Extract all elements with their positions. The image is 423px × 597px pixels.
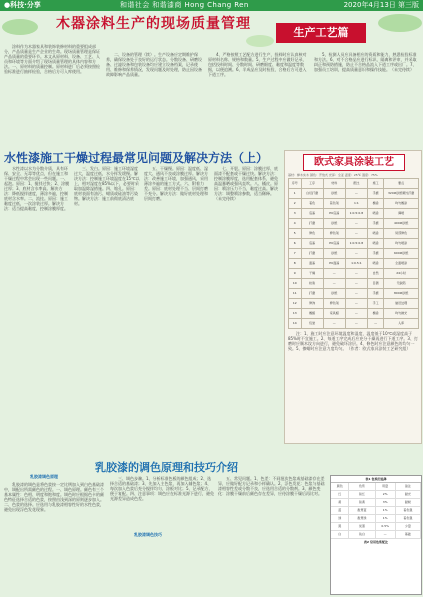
table-cell: 材料 <box>324 179 346 188</box>
table-cell: 修色剂 <box>324 299 346 308</box>
table-cell: 均匀抛光 <box>384 309 419 318</box>
table-cell: 薄喷 <box>384 209 419 218</box>
table-cell: 工序 <box>302 179 324 188</box>
table-cell: 着色 <box>302 199 324 208</box>
table-cell: 均匀擦涂 <box>384 199 419 208</box>
table-cell: 耐候 <box>396 499 421 506</box>
mid-article-title: 水性漆施工干燥过程最常见问题及解决方法（上） <box>4 151 269 165</box>
table-cell: 擦涂 <box>368 309 384 318</box>
table-cell: 手工 <box>368 299 384 308</box>
table-cell: 修色剂 <box>324 229 346 238</box>
table-row <box>289 289 419 299</box>
table-cell: 绿 <box>331 515 349 522</box>
table-cell: 手磨 <box>368 189 384 198</box>
table-row <box>289 309 419 319</box>
table-cell: 6 <box>289 239 302 248</box>
table-row <box>289 269 419 279</box>
table-cell: 全面喷涂 <box>384 259 419 268</box>
table-cell: 1% <box>376 507 396 514</box>
table-header-row <box>331 483 421 491</box>
table-cell: 底漆 <box>302 209 324 218</box>
table-cell: 黄 <box>331 499 349 506</box>
table-cell: 10 <box>289 279 302 288</box>
bottom-article-title: 乳胶漆的调色原理和技巧介绍 <box>95 461 238 474</box>
table-header-row <box>289 179 419 189</box>
table-cell: 8 <box>289 259 302 268</box>
table-cell: 1% <box>376 515 396 522</box>
table-cell: 红 <box>331 491 349 498</box>
table-row <box>289 249 419 259</box>
table-row <box>289 209 419 219</box>
table-cell: 入库 <box>384 319 419 328</box>
bottom-article-col3: 五、常见问题。1、色差：不同批次色浆或基础漆存在差异，应做好配方记录和小样确认。2、浮色发花：色浆与基础漆相容性差或分散不良，应选用合适的分散剂。3、颜色变化：涂膜干燥前后颜色存在差异，应待涂膜干燥后再比对。 <box>218 476 325 496</box>
table-cell: 耐光 <box>396 491 421 498</box>
table-cell: 面漆 <box>302 259 324 268</box>
table-row <box>289 219 419 229</box>
table-cell: 0.5% <box>376 523 396 530</box>
masthead-bar <box>0 0 423 11</box>
bottom-subhead-1: 乳胶漆调色原理 <box>30 474 58 479</box>
table-cell: 400#砂纸 <box>384 219 419 228</box>
table-cell: — <box>346 189 368 198</box>
table-cell: 铁红 <box>349 491 375 498</box>
table-cell: 局部修色 <box>384 229 419 238</box>
table-cell: 白坯打磨 <box>302 189 324 198</box>
table-cell: — <box>346 289 368 298</box>
table-cell: 1:0.5:1 <box>346 259 368 268</box>
table-cell: — <box>346 219 368 228</box>
table-cell: 2% <box>376 491 396 498</box>
table-cell: 自然 <box>368 269 384 278</box>
table-cell: 320#砂纸顺纹打磨 <box>384 189 419 198</box>
table-cell: 砂纸 <box>324 249 346 258</box>
table-cell: — <box>324 319 346 328</box>
top-article-col3: 4、严格按照工艺配方进行生产，投料时应认真核对原材料名称、规格和数量。5、生产过程中应做好记录，包括投料时间、分散时间、研磨细度、黏度和温度等数据，以便追溯。6、半成品应及时检验，合格后方可进入下道工序。 <box>208 52 307 77</box>
bottom-subhead-2: 乳胶漆调色技巧 <box>134 532 162 537</box>
table-cell: 配比 <box>346 179 368 188</box>
table-row <box>331 491 421 499</box>
mid-article-col1: 水性漆以水为分散介质，具有环保、安全、无毒等优点，但在施工和干燥过程中常会出现一些问题。一、起泡。原因：1、搅拌过快；2、涂膜过厚；3、底材含水率高。解决方法：降低搅拌速度，薄涂多遍，控制底材含水率。二、流挂。原因：施工黏度过低，一次涂装过厚。解决方法：适当提高黏度，控制涂膜厚度。 <box>4 166 70 211</box>
table-cell: PU底漆 <box>324 209 346 218</box>
process-panel <box>284 150 422 444</box>
table-cell: 喷涂 <box>368 259 384 268</box>
table-row <box>331 499 421 507</box>
issue-date: 2020年4月13日 第三版 <box>343 1 419 9</box>
table-cell: 喷涂 <box>368 239 384 248</box>
table-cell: PU面漆 <box>324 259 346 268</box>
table-cell: 颜色 <box>331 483 349 490</box>
table-cell: 要点 <box>384 179 419 188</box>
table-cell: — <box>346 249 368 258</box>
table-row <box>331 531 421 539</box>
table-cell: 着色剂 <box>324 199 346 208</box>
table-cell: 13 <box>289 309 302 318</box>
table-cell: 1:0.5:0.8 <box>346 209 368 218</box>
table-cell: 修饰 <box>302 299 324 308</box>
table-cell: 色浆 <box>349 483 375 490</box>
table-cell: — <box>346 269 368 278</box>
colorant-table-box <box>330 475 422 595</box>
table-row <box>289 229 419 239</box>
table-cell: — <box>368 319 384 328</box>
table-cell: PU底漆 <box>324 239 346 248</box>
table-cell: 蓝 <box>331 507 349 514</box>
table-cell: 手磨 <box>368 219 384 228</box>
table-cell: 手磨 <box>368 289 384 298</box>
table-row <box>331 523 421 531</box>
table-cell: 施工 <box>368 179 384 188</box>
table-cell: 擦涂 <box>368 199 384 208</box>
table-cell: 备注 <box>396 483 421 490</box>
table-cell: 4 <box>289 219 302 228</box>
table-row <box>331 515 421 523</box>
table-cell: 1:1 <box>346 199 368 208</box>
table-cell: 目测 <box>368 279 384 288</box>
table-cell: 3% <box>376 499 396 506</box>
table-cell: 7 <box>289 249 302 258</box>
top-article-col4: 5、检测人员应具备相应的资质和能力，熟悉检验标准和方法。6、对不合格品应进行标识、隔离和评审，并采取纠正和预防措施，防止不合格品流入下道工序或出厂。7、加强员工培训，提高质量意识和操作技能。（未完待续） <box>314 52 417 72</box>
table-cell: 无缺陷 <box>384 279 419 288</box>
table-cell: 擦蜡 <box>302 309 324 318</box>
table-cell: 砂纸 <box>324 189 346 198</box>
mid-article-col2: 三、发白。原因：施工环境湿度过大，温度过低，水分挥发缓慢。解决方法：控制施工环境温度在15℃以上，相对湿度在85%以下，必要时采取加温除湿措施。四、缩孔。原因：底材表面有油污、蜡质或硅油等污染物。解决方法：施工前彻底清洁底材。 <box>74 166 140 206</box>
table-cell: — <box>346 319 368 328</box>
table-cell: 炭黑 <box>349 523 375 530</box>
table-cell: 检验 <box>302 279 324 288</box>
table-cell: 基础 <box>396 531 421 538</box>
panel-meta: 基材：榉木实木 颜色：开放式 光泽：全亚 温度：25℃ 湿度：75% <box>288 173 378 177</box>
table-cell: 干燥 <box>302 269 324 278</box>
table-row <box>289 319 419 329</box>
panel-notes: 注：1、施工时应注意环境温度和湿度，温度低于10℃或湿度高于85%时不宜施工。2、每道工序完成后应充分干燥再进行下道工序。3、打磨时应顺木纹方向进行，避免破坏涂层。4、修色时应注意颜色的均匀一致。5、擦蜡时应注意力度均匀。（作者：欧式家具涂装工艺研究组） <box>288 331 418 351</box>
table-cell: 800#砂纸 <box>384 289 419 298</box>
masthead-slogan: 和谐社会 和谐漆商 Hong Chang Ren <box>120 1 249 9</box>
table-row <box>289 259 419 269</box>
table-cell: 序号 <box>289 179 302 188</box>
section-badge: 生产工艺篇 <box>276 23 366 43</box>
top-article-title: 木器涂料生产的现场质量管理 <box>56 16 251 32</box>
table-cell: 11 <box>289 289 302 298</box>
table-cell: 打磨 <box>302 289 324 298</box>
table-cell: 钛白 <box>349 531 375 538</box>
table-cell: — <box>346 309 368 318</box>
table-cell: 均匀喷涂 <box>384 239 419 248</box>
table-cell: — <box>324 269 346 278</box>
table-cell: 12 <box>289 299 302 308</box>
table-cell: 着色强 <box>396 507 421 514</box>
table-cell: — <box>346 229 368 238</box>
table-row <box>289 239 419 249</box>
table-cell: 包装 <box>302 319 324 328</box>
table2-caption: 表2 常用色浆配比 <box>363 540 389 544</box>
table-cell: 砂纸 <box>324 219 346 228</box>
table-cell: 底漆 <box>302 239 324 248</box>
table-cell: 1 <box>289 189 302 198</box>
table-cell: 24小时 <box>384 269 419 278</box>
table-cell: — <box>324 279 346 288</box>
table-row <box>289 189 419 199</box>
table-cell: 家具蜡 <box>324 309 346 318</box>
table-cell: 9 <box>289 269 302 278</box>
bottom-article-col1: 乳胶漆的调色是将色浆按一定比例加入到白色基础漆中，调配出所需颜色的过程。一、调色原理。颜色有三个基本属性：色相、明度和饱和度。调色时应根据色卡的颜色特征选择合适的色浆，按照由浅到深的原则逐步加入。二、色浆的选择。应选用与乳胶漆相容性好的水性色浆，避免出现浮色发花现象。 <box>4 482 104 512</box>
mid-article-col4: 七、开裂。原因：涂膜过厚、底面漆不配套或干燥过快。解决方法：控制涂膜厚度，选用配套体系，避免高温暴晒或强风直吹。八、橘皮。原因：喷涂压力不当，黏度过高。解决方法：调整喷涂参数，适当稀释。（未完待续） <box>214 166 278 201</box>
process-table <box>288 178 419 329</box>
table-cell: 砂纸 <box>324 289 346 298</box>
table-cell: 酞菁蓝 <box>349 507 375 514</box>
section-label: ●科技·分享 <box>4 1 41 9</box>
top-article-col2: 二、设备的管理（续）。生产设备应定期维护保养，确保设备处于良好的运行状态。分散设备、研磨设备、过滤设备和包装设备均应建立设备档案，记录使用、维修和保养情况，发现问题及时处理，防止因设备故障影响产品质量。 <box>106 52 202 77</box>
table-cell: 2 <box>289 199 302 208</box>
table-cell: 打磨 <box>302 249 324 258</box>
table-cell: — <box>376 531 396 538</box>
table-row <box>289 279 419 289</box>
table-cell: 1:0.5:0.8 <box>346 239 368 248</box>
bottom-article-col2: 三、调色步骤。1、分析标准色板的颜色组成；2、选择合适的基础漆；3、先加入主色浆，再加入辅色浆；4、每次加入色浆后充分搅拌均匀，涂板对比；5、记录配方，便于复配。四、注意事项：调色应在标准光源下进行，避免光源差异造成色差。 <box>110 476 214 501</box>
table-cell: 手磨 <box>368 249 384 258</box>
table-cell: 600#砂纸 <box>384 249 419 258</box>
table-row <box>289 299 419 309</box>
table1-caption: 表1 色浆的选择 <box>365 477 387 481</box>
table-cell: 铁黄 <box>349 499 375 506</box>
table-cell: 黑 <box>331 523 349 530</box>
mid-article-col3: 五、干燥慢。原因：温度低、湿度大、通风不良或涂膜过厚。解决方法：改善施工环境，加强通风，采用薄涂多遍的施工方式。六、附着力差。原因：底材处理不当、层间打磨不充分。解决方法：做好底材处理和层间打磨。 <box>144 166 208 201</box>
table-cell: 打磨 <box>302 219 324 228</box>
top-article-col1: 涂料作为木器家具和装饰装修材料的重要组成部分，产品质量是生产企业的生命。现场质量管理是保证产品质量的重要环节。本文从原材料、设备、工艺、人员和环境等方面介绍了现场质量管理的具体内容和方法。一、原材料的质量控制。原材料进厂后必须按照检验标准进行抽样检验，合格后方可入库使用。 <box>4 44 100 74</box>
table-cell: 14 <box>289 319 302 328</box>
table-cell: 做旧处理 <box>384 299 419 308</box>
table-cell: 5 <box>289 229 302 238</box>
colorant-table <box>331 482 421 539</box>
table-cell: 少量 <box>396 523 421 530</box>
table-cell: 喷涂 <box>368 209 384 218</box>
table-cell: 修色 <box>302 229 324 238</box>
table-cell: 3 <box>289 209 302 218</box>
table-cell: 着色强 <box>396 515 421 522</box>
table-cell: 喷涂 <box>368 229 384 238</box>
table-cell: — <box>346 299 368 308</box>
panel-title: 欧式家具涂装工艺 <box>303 154 405 171</box>
table-row <box>289 199 419 209</box>
table-row <box>331 507 421 515</box>
table-cell: 酞菁绿 <box>349 515 375 522</box>
table-cell: — <box>346 279 368 288</box>
table-cell: 用量 <box>376 483 396 490</box>
table-cell: 白 <box>331 531 349 538</box>
